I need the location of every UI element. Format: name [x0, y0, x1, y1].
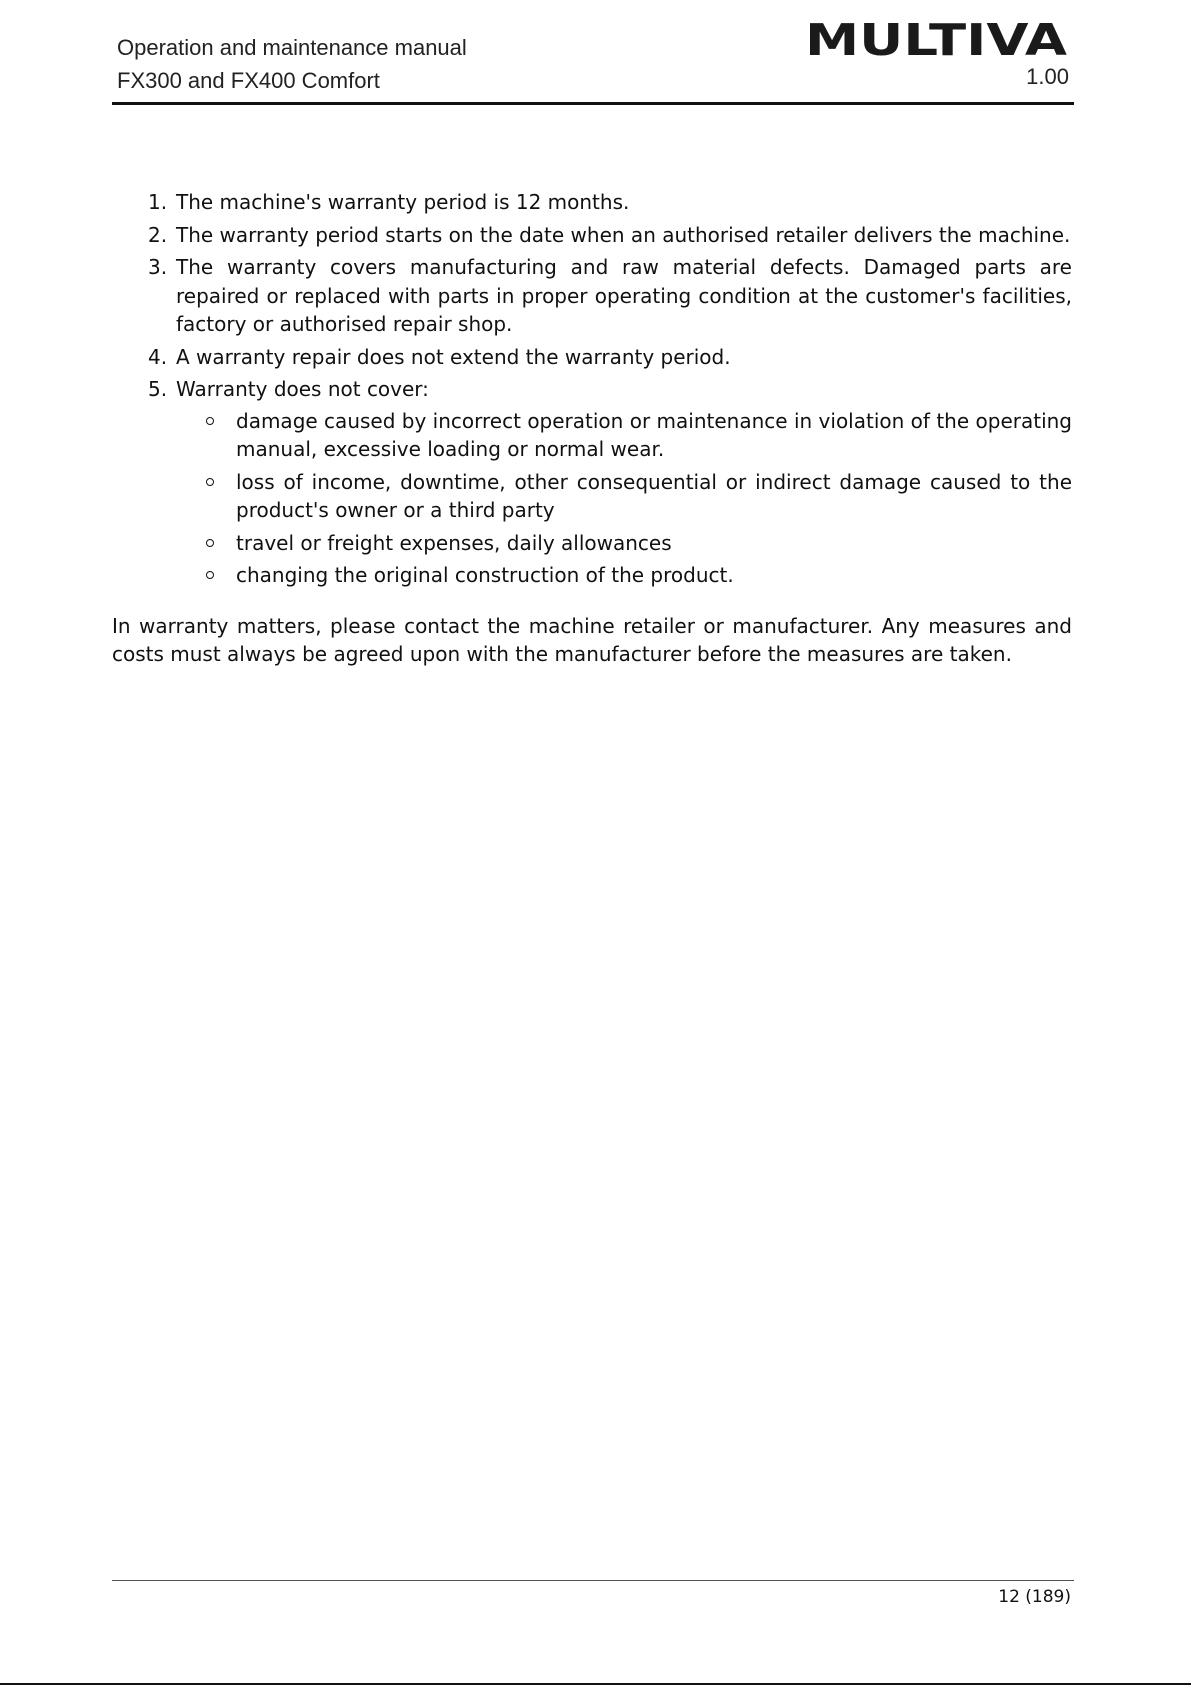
exclusions-list [176, 407, 1072, 590]
sub-list-item [176, 529, 1072, 558]
circle-bullet-icon [206, 571, 214, 579]
footer-divider [112, 1580, 1074, 1581]
list-item-number: 3. [148, 255, 168, 279]
manual-title: Operation and maintenance manual [117, 35, 467, 60]
sub-list-item [176, 468, 1072, 525]
circle-bullet-icon [206, 478, 214, 486]
list-item [112, 343, 1072, 372]
sub-list-item-text: damage caused by incorrect operation or maintenance in violation of the operating manual, excessive loading or normal wear. [236, 408, 1072, 461]
list-item-number: 4. [148, 344, 168, 369]
list-item-text: The warranty period starts on the date when an authorised retailer delivers the machine. [176, 222, 1071, 247]
sub-list-item-text: travel or freight expenses, daily allowances [236, 530, 672, 555]
list-item-text: The machine's warranty period is 12 months. [176, 190, 630, 214]
sub-list-item-text: changing the original construction of the product. [236, 563, 734, 587]
sub-list-item-text: loss of income, downtime, other consequential or indirect damage caused to the product's owner or a third party [236, 469, 1072, 522]
list-item-text: Warranty does not cover: [176, 377, 429, 401]
list-item-text: The warranty covers manufacturing and raw material defects. Damaged parts are repaired or replaced with parts in proper operating condition at the customer's facilities, factory or authorised repair shop. [176, 255, 1072, 336]
warranty-content [112, 188, 1072, 669]
list-item [112, 188, 1072, 217]
sub-list-item [176, 561, 1072, 590]
multiva-logo [802, 16, 1070, 60]
warranty-contact-paragraph: In warranty matters, please contact the machine retailer or manufacturer. Any measures and costs must always be agreed upon with the manufacturer before the measures are taken. [112, 613, 1072, 666]
circle-bullet-icon [206, 539, 214, 547]
list-item [112, 221, 1072, 250]
circle-bullet-icon [206, 417, 214, 425]
list-item [112, 375, 1072, 590]
list-item [112, 253, 1072, 339]
page-header [112, 0, 1074, 105]
sub-list-item [176, 407, 1072, 464]
list-item-text: A warranty repair does not extend the warranty period. [176, 344, 731, 369]
warranty-terms-list [112, 188, 1072, 590]
list-item-number: 1. [148, 190, 168, 214]
logo-text: MULTIVA [805, 16, 1067, 60]
document-version: 1.00 [1026, 64, 1069, 89]
list-item-number: 5. [148, 377, 168, 401]
page-number: 12 (189) [998, 1587, 1071, 1607]
header-title-block [117, 31, 467, 97]
list-item-number: 2. [148, 222, 168, 247]
model-name: FX300 and FX400 Comfort [117, 68, 380, 93]
